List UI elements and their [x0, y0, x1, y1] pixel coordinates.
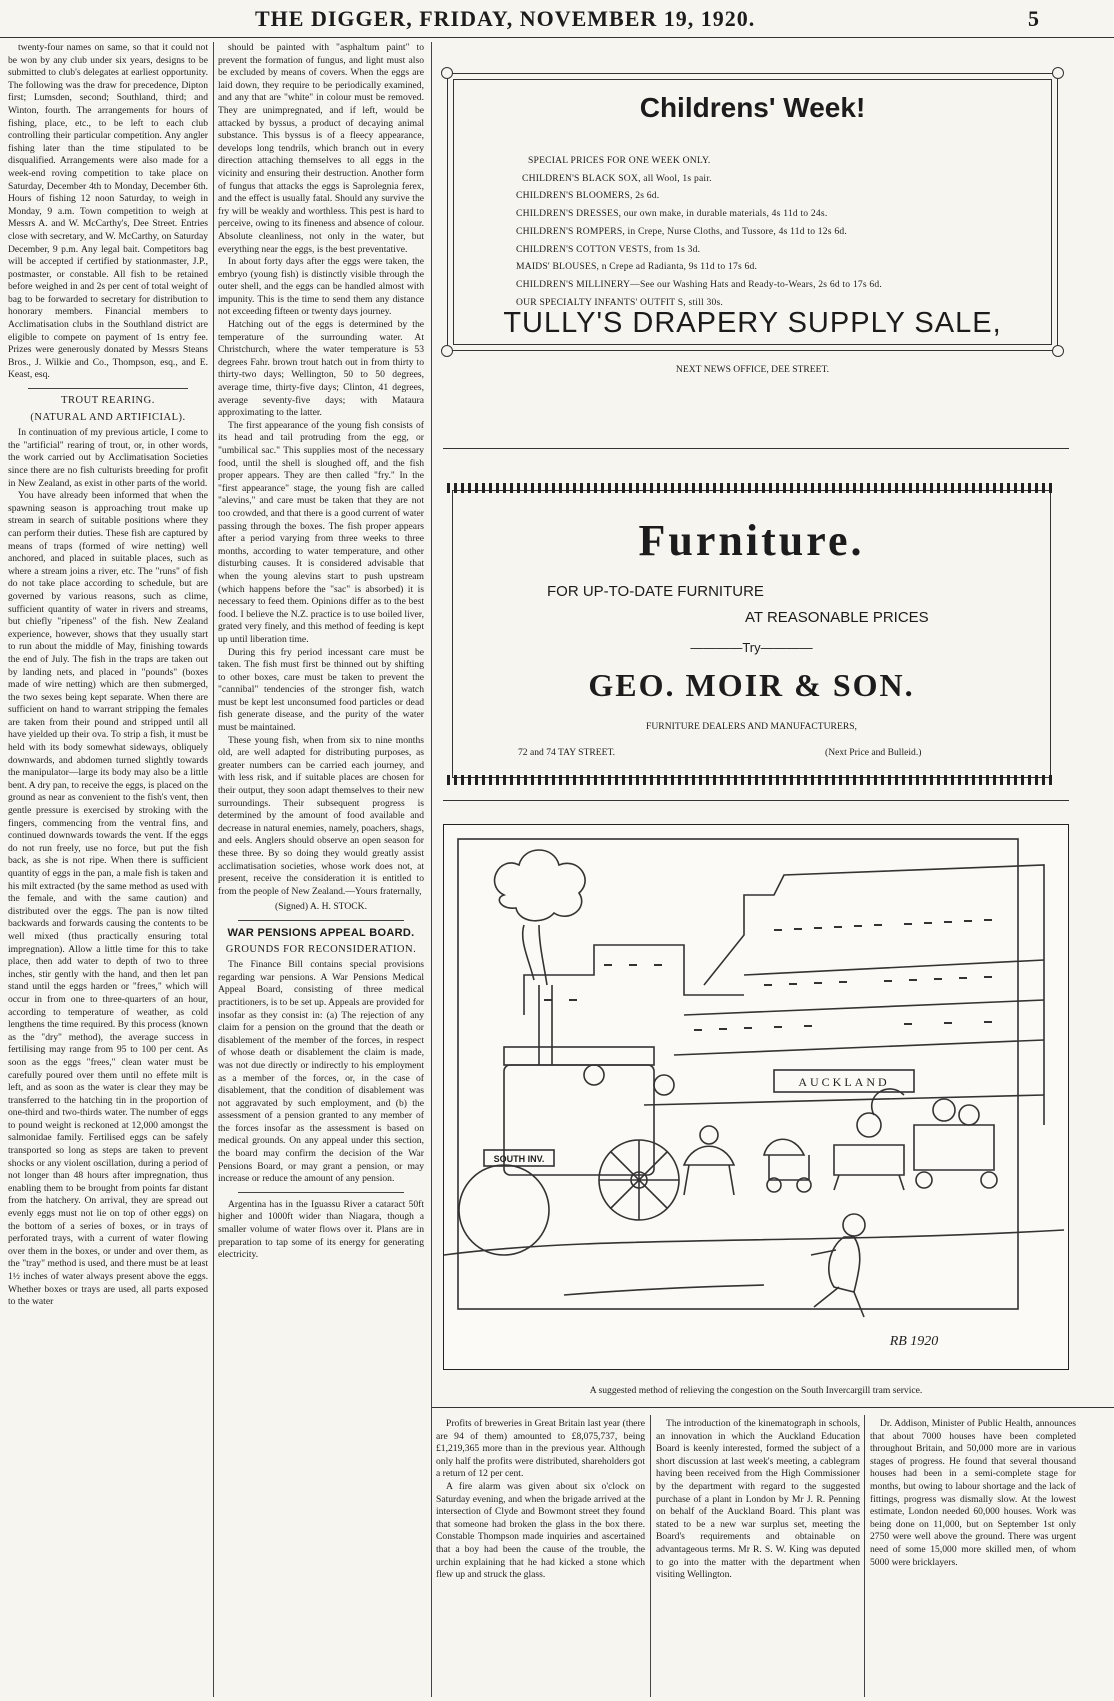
trout-rearing-heading: TROUT REARING. [61, 395, 155, 407]
brewery-profits-paragraph: Profits of breweries in Great Britain last year (there are 94 of them) amounted to £8,075,737, being £1,219,365 more than in the previous year. Although only half the profits were distributed, shareholders got a return of 12 per cent. [436, 1418, 645, 1480]
furniture-line-1: FOR UP-TO-DATE FURNITURE [547, 583, 764, 600]
article-paragraph: In about forty days after the eggs were taken, the embryo (young fish) is distinctly visible through the outer shell, and the eggs can be handled almost with impunity. This is the time to send them any distance not exceeding fifteen or twenty days journey. [218, 256, 424, 318]
price-line: CHILDREN'S ROMPERS, in Crepe, Nurse Cloths, and Tussore, 4s 11d to 12s 6d. [516, 225, 847, 237]
article-paragraph: should be painted with "asphaltum paint" to prevent the formation of fungus, and light must also be excluded by means of covers. When the eggs are laid down, they require to be periodically examined, and any that are "white" in colour must be removed. They are unimpregnated, and if left, would be attacked by byssus, a product of decaying animal substance. This byssus is of a fleecy appearance, develops long tendrils, which branch out in every direction attaching themselves to all eggs in the vicinity and ensuring their destruction. Another form of fungus that attacks the eggs is Saprolegnia ferex, and the effect is usually fatal. Should any survive the fry will be weakly and worthless. This pest is hard to perceive, owing to its fineness and absence of colour. Absolute cleanliness, not only in the water, but everything near the eggs, is the best preventative. [218, 42, 424, 255]
cartoon-drawing [444, 825, 1067, 1368]
trout-rearing-subheading: (NATURAL AND ARTIFICIAL). [30, 411, 186, 423]
article-paragraph: In continuation of my previous article, I come to the "artificial" rearing of trout, or, in other words, the work carried out by Acclimatisation Societies since there are no fish culturists breeding for profit in New Zealand, as exist in other parts of the world. [8, 427, 208, 489]
brief-column-2 [656, 1418, 860, 1698]
tullys-address: NEXT NEWS OFFICE, DEE STREET. [675, 364, 830, 375]
kinematograph-paragraph: The introduction of the kinematograph in schools, an innovation in which the Auckland Education Board is keenly interested, formed the subject of a short discussion at last week's meeting, a cablegram having been received from the High Commissioner by the department with regard to the suggested purchase of a plant in London by Mr J. R. Penning on behalf of the Auckland Board. This plant was stated to be a new war surplus set, meeting the Board's requirements and obtainable on advantageous terms. Mr R. S. W. King was deputed to go into the matter with the department when visiting Wellington. [656, 1418, 860, 1581]
column-rule [650, 1415, 651, 1697]
war-pensions-subheading: GROUNDS FOR RECONSIDERATION. [225, 943, 417, 955]
article-paragraph: Hatching out of the eggs is determined by the temperature of the surrounding water. At Christchurch, where the water temperature is 53 degrees Fahr. brown trout hatch out in from thirty to thirty-two days; Wellington, 50 to 50 degrees, average time, thirty-five days; Clinton, 41 degrees, average seventy-five days; with Mataura approximating to the latter. [218, 319, 424, 419]
ad-border-stripe [447, 483, 1056, 493]
divider [238, 920, 404, 921]
cartoon-illustration [443, 824, 1069, 1370]
smoke-cloud [495, 850, 586, 921]
furniture-line-2: AT REASONABLE PRICES [745, 609, 929, 626]
newspaper-title: THE DIGGER, FRIDAY, NOVEMBER 19, 1920. [255, 6, 756, 31]
ad-corner [441, 345, 453, 357]
price-line: CHILDREN'S COTTON VESTS, from 1s 3d. [516, 243, 701, 255]
war-pensions-heading: WAR PENSIONS APPEAL BOARD. [227, 926, 415, 939]
price-line: CHILDREN'S BLOOMERS, 2s 6d. [516, 190, 660, 202]
page-number: 5 [1028, 6, 1039, 31]
building-outline [524, 945, 744, 1015]
article-paragraph: The first appearance of the young fish consists of its head and tail protruding from the egg, or "umbilical sac." This supplies most of the necessary food, until the shell is sloughed off, and the fish proper appears. They are then called "fry." In the "first appearance" stage, the young fish are called "alevins," and care must be taken that they are not too crowded, and that there is a good current of water passing through the boxes. The fish proper appears after a period varying from three weeks to three months, according to water temperature, and other disturbing causes. It is considered advisable that when the young alevins start to push upstream (which happens before the "sac" is absorbed) it is necessary to feed them. Opinions differ as to the best food. I believe the N.Z. practice is to use boiled liver, grated very finely, and this method of feeding is kept up until liberation time. [218, 419, 424, 645]
running-man-head [843, 1214, 865, 1236]
divider [238, 1192, 404, 1193]
furniture-ad [452, 490, 1051, 778]
artist-signature: RB 1920 [889, 1334, 939, 1349]
price-list [516, 152, 882, 311]
article-signature: (Signed) A. H. STOCK. [274, 901, 368, 913]
column-rule [213, 42, 214, 1697]
price-line: CHILDREN'S BLACK SOX, all Wool, 1s pair. [522, 172, 712, 184]
tullys-store-name: TULLY'S DRAPERY SUPPLY SALE, [503, 307, 1002, 339]
brief-column-1 [436, 1418, 645, 1698]
furniture-title: Furniture. [638, 516, 865, 565]
fishing-competition-paragraph: twenty-four names on same, so that it could not be won by any club under six years, designs to be submitted to club's delegates at earliest opportunity. The following was the draw for precedence, Dipton first; Lumsden, second; Southland, third; and Winton, fourth. The arrangements for hours of fishing, place, etc., to be left to each club controlling their particular competition. Any angler fishing later than the time stipulated to be disqualified. Arrangements were also made for a week-end roving competition to take place on Saturday, December 4th to Monday, December 6th. Hours of fishing 12 noon Saturday, to weigh in Monday, 9 a.m. Town competition to weigh at Messrs A. and W. McCarthy's, Dee Street. Entries close with secretary, and W. McCarthy, on Saturday December, 9 p.m. Any legal bait. Competitors bag will be accepted if certified by stationmaster, J.P., postmaster, or constable. All fish to be retained before weighed in and 2s per cent of total weight of bag to be forwarded to secretary for distribution to honorary members. Financial members to Acclimatisation clubs in the Southland district are eligible to compete on payment of 1s entry fee. Prizes were generously donated by Messrs Steans Bros., J. Wilkie and Co., Thompson, esq., and E. Keast, esq. [8, 42, 208, 381]
childrens-week-title: Childrens' Week! [639, 92, 866, 123]
furniture-address-note: (Next Price and Bulleid.) [825, 747, 922, 758]
childrens-week-ad [447, 73, 1058, 375]
price-line: MAIDS' BLOUSES, n Crepe ad Radianta, 9s 11d to 17s 6d. [516, 261, 758, 273]
masthead-rule [0, 37, 1114, 38]
price-line: SPECIAL PRICES FOR ONE WEEK ONLY. [528, 155, 711, 166]
column-rule [431, 42, 432, 1697]
cartoon-frame [458, 839, 1018, 1309]
shop-sign-text: AUCKLAND [798, 1075, 890, 1089]
roller-sign: SOUTH INV. [493, 1154, 545, 1164]
article-paragraph: You have already been informed that when the spawning season is approaching trout make up stream in search of suitable positions where they can perform their duties. These fish are captured by means of traps (formed of wire netting) well anchored, and placed in suitable places, such as where a stream joins a river, etc. The "runs" of fish do not take place according to schedule, but are governed by various reasons, such as clime, sufficient quantity of water in rivers and streams, but chiefly "ripeness" of the fish. New Zealand experience, however, shows that they usually start to run about the middle of May, finishing towards the end of July. The fish in the traps are taken out by landing nets, and placed in "pounds" (boxes made of wire netting) which are then submerged, the two sexes being kept separate. When there are sufficient on hand to warrant stripping the females are taken from their pound and stripped until all have yielded up their ova. To strip a fish, it must be held with its body somewhat sideways, obliquely downwards, and abdomen turned slightly towards the manipulator—large its body may also be a little bent. A dry pan, to receive the eggs, is placed on the ground as near as convenient to the fish's vent, then gentle pressure is exercised by stroking with the fingers, commencing from the ventral fins, and continued downwards towards the vent. If the eggs do not run freely, use no force, but put the fish back, as she is not ripe. When there is sufficient quantity of eggs in the pan, a male fish is taken and his milt extracted (by the same method as used with the female, and with the same caution) and distributed over the eggs. The pan is now tilted backwards and forwards causing the contents to be well mixed (thus practically ensuring total impregnation). Allow a little time for this to take place, then add water to depth of two to three inches, stir gently with the hand, and then let pan stand until the eggs harden or "frees," which will occur in from one to three-quarters of an hour, according to temperature of weather, as cold lengthens the time required. By this process (known as the "dry" method), the average success in fertilising may range from 95 to 100 per cent. As soon as the eggs "frees," clean water must be carefully poured over them until no effete milt is left, and as soon as the water is clear they may be transferred to the hatching tin in the proportion of one-third and two-thirds water. The number of eggs to pound weight is reckoned at 12,000 amongst the salmonidae family. Fertilised eggs can be safely transported so long as steps are taken to prevent shocks or any violent oscillation, during a period of not longer than 48 hours after impregnation, thus enabling them to be brought from points far distant from the hatchery. On arrival, they are spread out evenly eggs must not lie on top of other eggs) on the bottom of a series of boxes, or in trays of perforated trays, with a current of water flowing over them in the boxes, or under and over them, as the "tray" method is used, and there must be at least 1½ inches of water always present above the eggs. Whether boxes or trays are used, all parts exposed to the water [8, 490, 208, 1308]
column-1 [8, 42, 208, 1697]
cartoon-caption: A suggested method of relieving the congestion on the South Invercargill tram service. [589, 1385, 923, 1396]
ad-corner [441, 67, 453, 79]
furniture-trade: FURNITURE DEALERS AND MANUFACTURERS, [646, 721, 857, 732]
geo-moir-firm-name: GEO. MOIR & SON. [588, 667, 915, 703]
price-line: CHILDREN'S MILLINERY—See our Washing Hats and Ready-to-Wears, 2s 6d to 17s 6d. [516, 278, 882, 290]
running-man-body [811, 1237, 864, 1317]
ad-corner [1052, 67, 1064, 79]
price-line: CHILDREN'S DRESSES, our own make, in durable materials, 4s 11d to 24s. [516, 208, 828, 220]
furniture-try: ————Try———— [690, 640, 813, 655]
fire-alarm-paragraph: A fire alarm was given about six o'clock on Saturday evening, and when the brigade arrived at the intersection of Clyde and Bowmont street they found that someone had broken the glass in the box there. Constable Thompson made inquiries and ascertained that a boy had been the cause of the trouble, the urchin explaining that he had kicked a stone which flew up and struck the glass. [436, 1480, 645, 1581]
furniture-address: 72 and 74 TAY STREET. [518, 747, 616, 758]
ad-separator [443, 800, 1069, 801]
column-rule [864, 1415, 865, 1697]
price-line: OUR SPECIALTY INFANTS' OUTFIT S, still 30s. [516, 296, 724, 308]
ad-corner [1052, 345, 1064, 357]
argentina-paragraph: Argentina has in the Iguassu River a cataract 50ft higher and 1000ft wider than Niagara, though a smaller volume of water flows over it. Plans are in preparation to tap some of its energy for generating electricity. [218, 1198, 424, 1261]
divider [28, 388, 188, 389]
front-roller [459, 1165, 549, 1255]
section-rule [432, 1407, 1114, 1408]
article-paragraph: During this fry period incessant care must be taken. The fish must first be thinned out by shifting to other boxes, care must be taken to prevent the "cannibal" tendencies of the stronger fish, watch must be kept lest unconsumed food particles or dead fish generate disease, and the purity of the water must be maintained. [218, 646, 424, 734]
ad-border-stripe [447, 775, 1056, 785]
ad-separator [443, 448, 1069, 449]
column-2 [218, 42, 424, 1697]
article-paragraph: These young fish, when from six to nine months old, are well adapted for distributing purposes, as greater numbers can be carried each journey, and with less risk, and if suitable places are chosen for their output, they soon adapt themselves to their new surroundings. Their subsequent progress is determined by the amount of food available and decrease in natural enemies, namely, poachers, shags, and eels. Anglers should observe an open season for these three. By so doing they would greatly assist acclimatisation societies, whose work does not, at present, receive the consideration it is entitled to from the people of New Zealand.—Yours fraternally, [218, 734, 424, 897]
brief-column-3 [870, 1418, 1076, 1698]
war-pensions-paragraph: The Finance Bill contains special provisions regarding war pensions. A War Pensions Medical Appeal Board, consisting of three medical practitioners, is to be set up. Appeals are provided for insofar as they consist in: (a) The rejection of any claim for a pension on the ground that the death or disablement of the member of the forces, in respect of whose death or disablement the claim is made, was not due directly or indirectly to his employment as a member of the forces, or, in the case of disablement, that the condition of disablement was not aggravated by such employment, and (b) the assessment of a pension granted to any member of the forces insofar as the assessment is based on medical grounds. On any appeal under this section, the board may confirm the decision of the War Pensions Board, or may grant a pension, or may increase or reduce the amount of any pension. [218, 959, 424, 1185]
masthead [0, 0, 1114, 40]
housing-paragraph: Dr. Addison, Minister of Public Health, announces that about 7000 houses have been completed throughout Britain, and 50,000 more are in various stages of progress. He found that several thousand houses had been in a semi-complete stage for months, but owing to labour shortage and the lack of fittings, progress was dismally slow. At the lowest estimate, London needed 60,000 houses. Work was being done on 11,000, but on September 1st only 2750 were well above the ground. There was urgent need of some 15,000 more skilled men, of whom 5000 were bricklayers. [870, 1418, 1076, 1568]
